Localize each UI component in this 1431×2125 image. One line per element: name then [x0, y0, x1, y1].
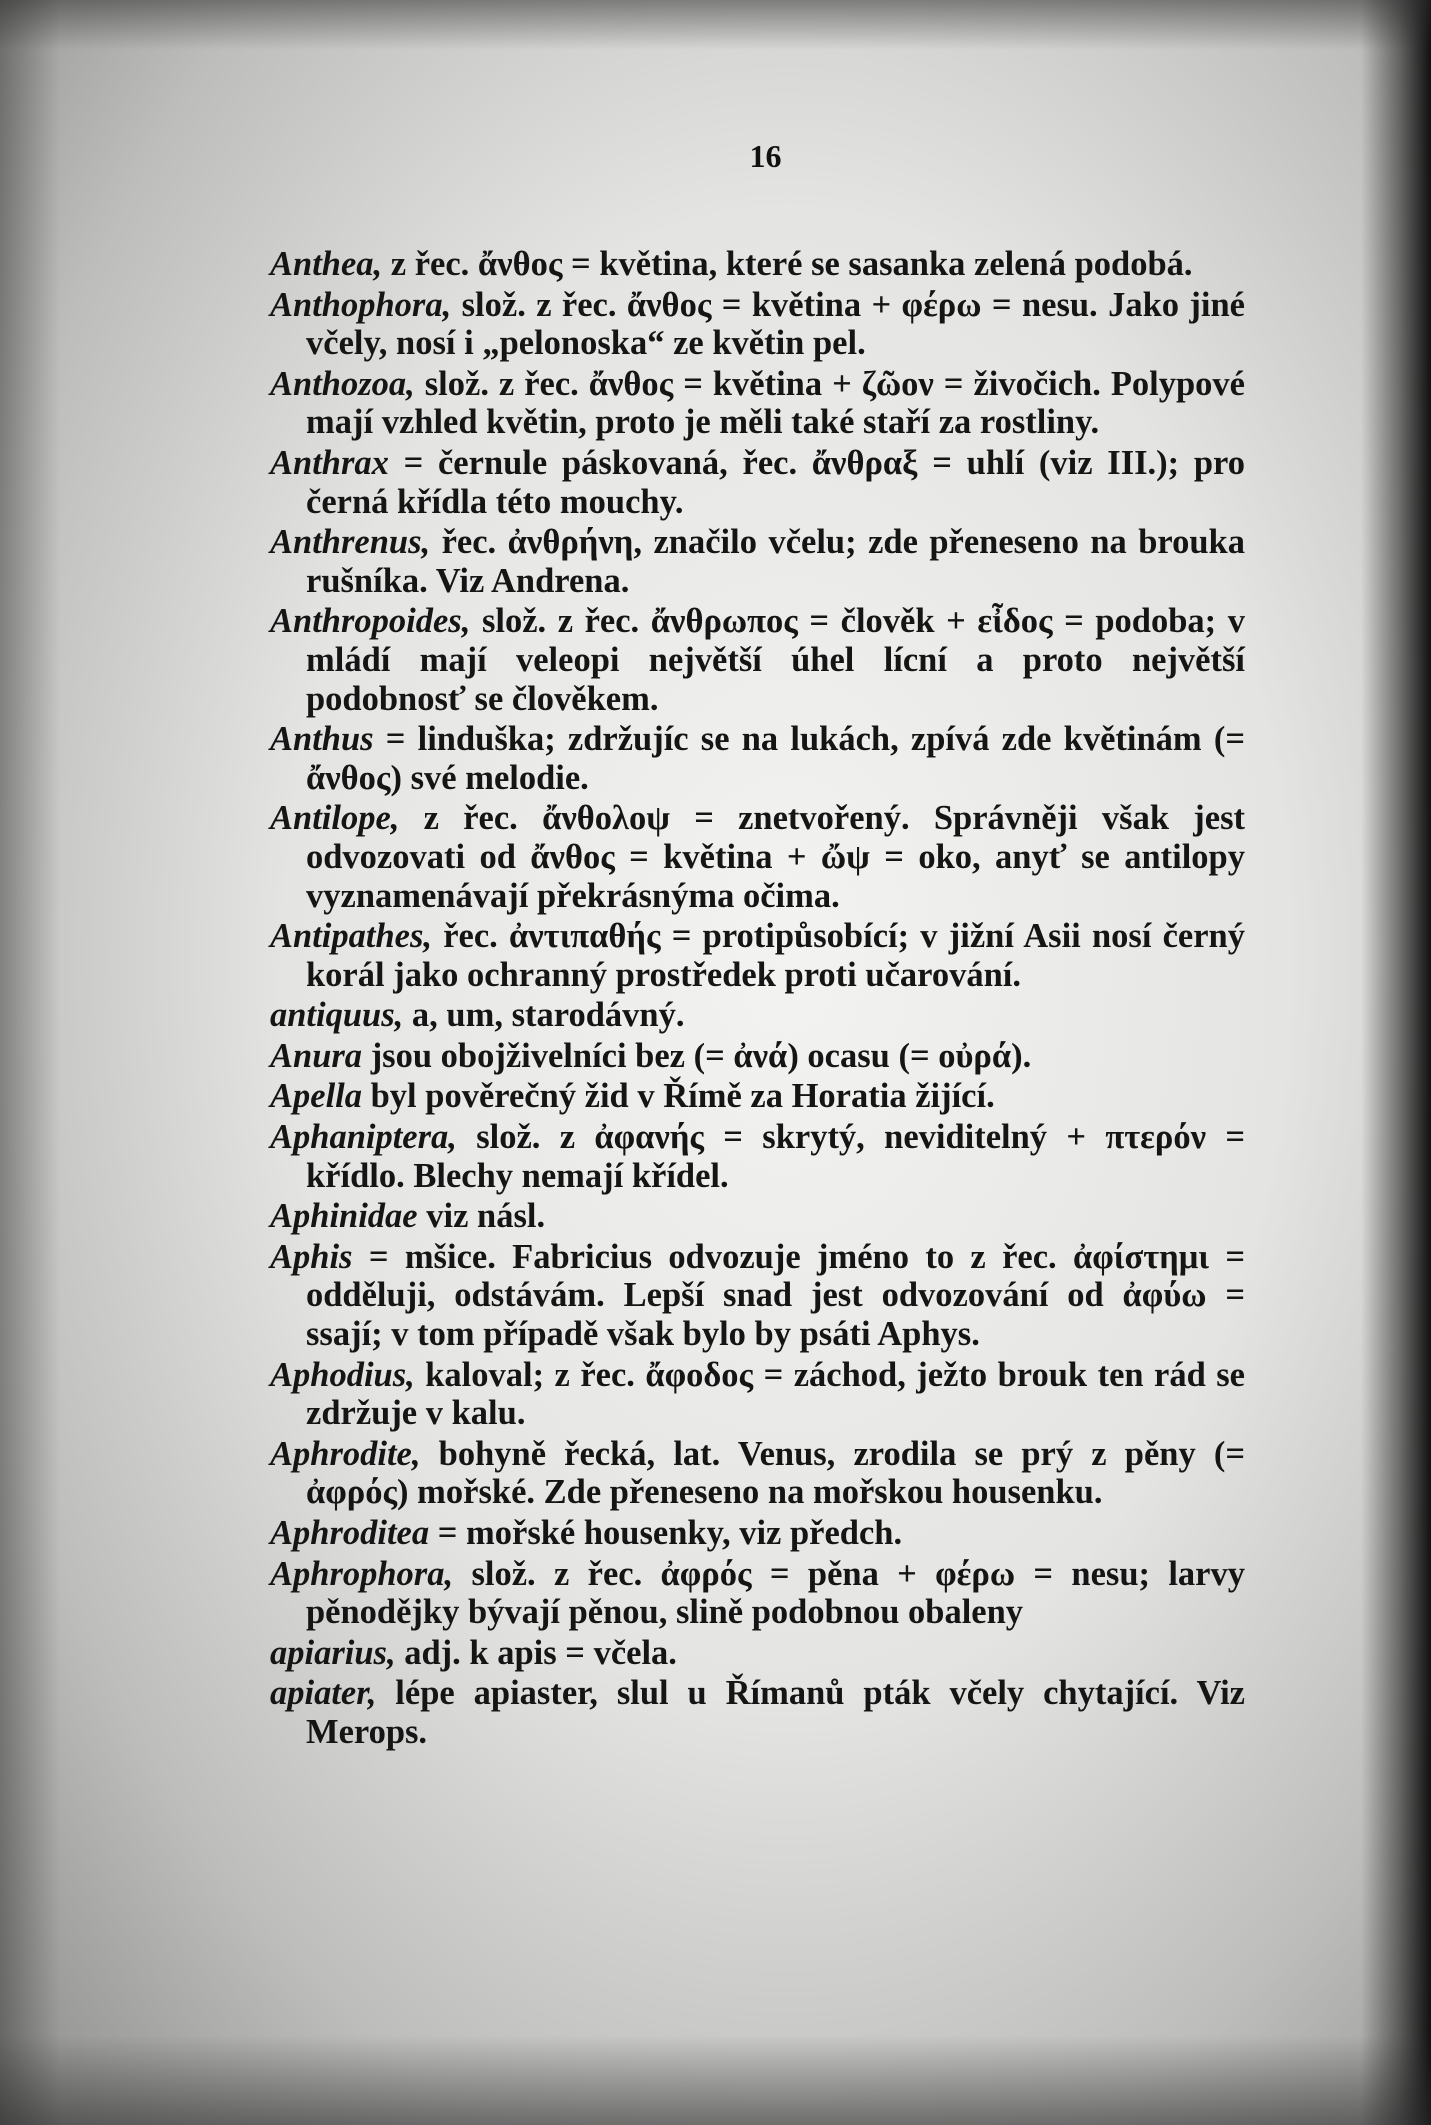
- definition: řec. ἀντιπαθής = protipůsobící; v jižní Asii nosí černý korál jako ochranný prostředek proti učarování.: [306, 917, 1245, 994]
- headword: Antilope,: [270, 799, 400, 838]
- headword: Aphis: [270, 1237, 353, 1276]
- definition: = linduška; zdržujíc se na lukách, zpívá zde květinám (= ἄνθος) své melodie.: [306, 720, 1245, 797]
- headword: antiquus,: [270, 996, 404, 1035]
- entry-anthropoides: [270, 602, 1245, 718]
- entry-aphroditea: [270, 1514, 1245, 1553]
- definition: jsou obojživelníci bez (= ἀνά) ocasu (= οὐρά).: [362, 1036, 1032, 1075]
- entry-anthrax: [270, 444, 1245, 521]
- headword: Anthophora,: [270, 285, 452, 324]
- entry-antilope: [270, 799, 1245, 915]
- bottom-page-shadow: [0, 2035, 1431, 2125]
- headword: Aphrodite,: [270, 1434, 421, 1473]
- headword: Apella: [270, 1077, 362, 1116]
- dictionary-entries: [270, 245, 1245, 1754]
- entry-apiater: [270, 1674, 1245, 1751]
- definition: řec. ἀνθρήνη, značilo včelu; zde přeneseno na brouka rušníka. Viz Andrena.: [306, 523, 1245, 600]
- definition: = mšice. Fabricius odvozuje jméno to z řec. ἀφίστημι = odděluji, odstávám. Lepší snad jest odvozování od ἀφύω = ssají; v tom případě však bylo by psáti Aphys.: [306, 1237, 1245, 1354]
- entry-anura: [270, 1037, 1245, 1076]
- headword: Anthea,: [270, 245, 383, 283]
- headword: Anthrax: [270, 443, 389, 482]
- definition: viz násl.: [417, 1197, 546, 1236]
- headword: Anura: [270, 1036, 363, 1075]
- entry-aphrophora: [270, 1555, 1245, 1632]
- definition: kaloval; z řec. ἄφοδος = záchod, ježto brouk ten rád se zdržuje v kalu.: [306, 1355, 1245, 1433]
- entry-antipathes: [270, 917, 1245, 994]
- entry-antiquus: [270, 996, 1245, 1035]
- entry-aphinidae: [270, 1197, 1245, 1236]
- entry-anthophora: [270, 286, 1245, 363]
- page-number: 16: [749, 138, 782, 174]
- headword: Aphaniptera,: [270, 1118, 457, 1157]
- definition: slož. z řec. ἀφρός = pěna + φέρω = nesu; larvy pěnodějky bývají pěnou, slině podobnou obaleny: [306, 1554, 1245, 1632]
- definition: z řec. ἄνθος = květina, které se sasanka zelená podobá.: [382, 245, 1193, 283]
- right-page-shadow: [1361, 0, 1431, 2125]
- definition: byl pověrečný žid v Římě za Horatia žijící.: [362, 1077, 995, 1116]
- top-page-shadow: [0, 0, 1431, 50]
- headword: apiater,: [270, 1674, 377, 1713]
- headword: Anthropoides,: [270, 602, 471, 641]
- definition: slož. z řec. ἄνθος = květina + ζῶον = živočich. Polypové mají vzhled květin, proto je měli také staří za rostliny.: [306, 364, 1245, 442]
- entry-aphrodite: [270, 1435, 1245, 1512]
- headword: Aphodius,: [270, 1355, 415, 1394]
- headword: apiarius,: [270, 1633, 396, 1672]
- definition: slož. z řec. ἄνθρωπος = člověk + εἶδος = podoba; v mládí mají veleopi největší úhel lícní a proto největší podobnosť se člověkem.: [306, 602, 1245, 718]
- definition: slož. z řec. ἄνθος = květina + φέρω = nesu. Jako jiné včely, nosí i „pelonoska“ ze květin pel.: [306, 285, 1245, 363]
- entry-apella: [270, 1077, 1245, 1116]
- definition: lépe apiaster, slul u Římanů pták včely chytající. Viz Merops.: [306, 1674, 1245, 1751]
- headword: Aphinidae: [270, 1197, 418, 1236]
- headword: Aphroditea: [270, 1514, 430, 1552]
- definition: = mořské housenky, viz předch.: [429, 1514, 903, 1552]
- headword: Anthozoa,: [270, 364, 415, 403]
- headword: Anthus: [270, 720, 374, 759]
- entry-aphis: [270, 1238, 1245, 1354]
- entry-anthea: [270, 245, 1245, 284]
- definition: bohyně řecká, lat. Venus, zrodila se prý z pěny (= ἀφρός) mořské. Zde přeneseno na mořskou housenku.: [306, 1434, 1245, 1512]
- entry-anthozoa: [270, 365, 1245, 442]
- entry-aphaniptera: [270, 1118, 1245, 1195]
- headword: Aphrophora,: [270, 1554, 454, 1593]
- headword: Antipathes,: [270, 917, 433, 956]
- left-page-shadow: [0, 0, 60, 2125]
- definition: a, um, starodávný.: [403, 996, 685, 1035]
- definition: z řec. ἄνθολοψ = znetvořený. Správněji však jest odvozovati od ἄνθος = květina + ὤψ = oko, anyť se antilopy vyznamenávají překrásnýma očima.: [306, 799, 1245, 915]
- entry-anthrenus: [270, 523, 1245, 600]
- entry-aphodius: [270, 1356, 1245, 1433]
- entry-apiarius: [270, 1634, 1245, 1673]
- definition: slož. z ἀφανής = skrytý, neviditelný + πτερόν = křídlo. Blechy nemají křídel.: [306, 1118, 1245, 1195]
- headword: Anthrenus,: [270, 523, 431, 562]
- definition: adj. k apis = včela.: [395, 1633, 677, 1672]
- definition: = černule páskovaná, řec. ἄνθραξ = uhlí (viz III.); pro černá křídla této mouchy.: [306, 443, 1245, 521]
- entry-anthus: [270, 720, 1245, 797]
